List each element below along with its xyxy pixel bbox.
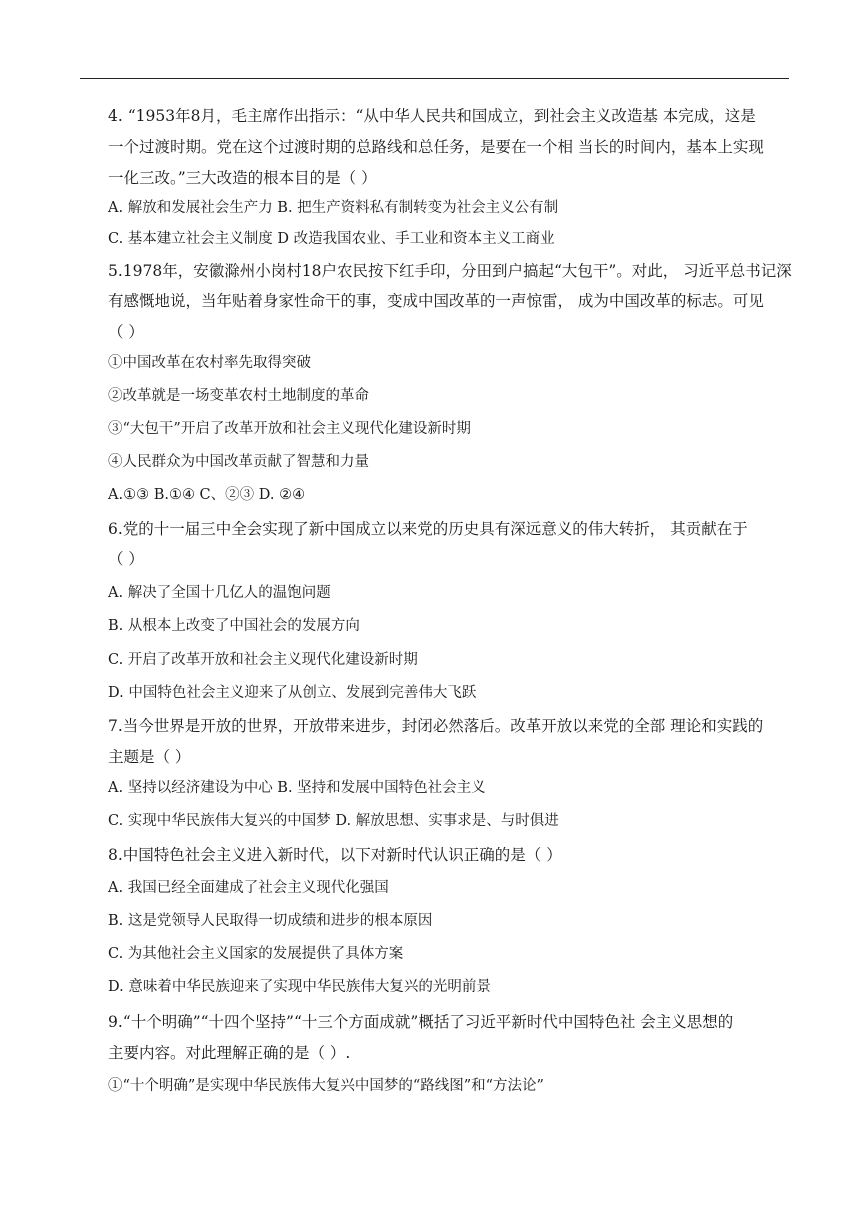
q5-options: A.①③ B.①④ C、②③ D. ②④ (108, 487, 306, 503)
q6-option-b: B. 从根本上改变了中国社会的发展方向 (108, 618, 360, 634)
q7-stem-line-1: 7.当今世界是开放的世界，开放带来进步，封闭必然落后。改革开放以来党的全部 理论和实践的 (108, 717, 764, 735)
q6-stem-line-1: 6.党的十一届三中全会实现了新中国成立以来党的历史具有深远意义的伟大转折， 其贡献在于 (108, 520, 748, 538)
q5-stem-line-3: （ ） (108, 323, 144, 341)
q5-statement-4: ④人民群众为中国改革贡献了智慧和力量 (108, 454, 369, 470)
q8-option-a: A. 我国已经全面建成了社会主义现代化强国 (108, 880, 389, 896)
q5-statement-2: ②改革就是一场变革农村土地制度的革命 (108, 388, 369, 404)
q5-stem-line-2: 有感慨地说，当年贴着身家性命干的事，变成中国改革的一声惊雷， 成为中国改革的标志。可见 (108, 292, 764, 310)
q6-option-c: C. 开启了改革开放和社会主义现代化建设新时期 (108, 652, 418, 668)
q9-statement-1: ①“十个明确”是实现中华民族伟大复兴中国梦的“路线图”和“方法论” (108, 1078, 544, 1094)
q7-stem-line-2: 主题是（ ） (108, 748, 191, 766)
q8-stem: 8.中国特色社会主义进入新时代，以下对新时代认识正确的是（ ） (108, 846, 562, 864)
q4-stem-line-2: 一个过渡时期。党在这个过渡时期的总路线和总任务，是要在一个相 当长的时间内，基本上实现 (108, 138, 764, 156)
q6-stem-line-2: （ ） (108, 550, 144, 568)
q9-stem-line-1: 9.“十个明确”“十四个坚持”“十三个方面成就”概括了习近平新时代中国特色社 会主义思想的 (108, 1013, 734, 1031)
q4-stem-line-3: 一化三改。”三大改造的根本目的是（ ） (108, 169, 377, 187)
q5-statement-1: ①中国改革在农村率先取得突破 (108, 355, 311, 371)
q8-option-d: D. 意味着中华民族迎来了实现中华民族伟大复兴的光明前景 (108, 979, 491, 995)
q4-options-ab: A. 解放和发展社会生产力 B. 把生产资料私有制转变为社会主义公有制 (108, 200, 559, 216)
header-rule (80, 78, 789, 79)
q8-option-c: C. 为其他社会主义国家的发展提供了具体方案 (108, 946, 404, 962)
q6-option-a: A. 解决了全国十几亿人的温饱问题 (108, 585, 331, 601)
q9-stem-line-2: 主要内容。对此理解正确的是（ ）. (108, 1044, 351, 1062)
q5-stem-line-1: 5.1978年，安徽滁州小岗村18户农民按下红手印，分田到户搞起“大包干”。对此， 习近平总书记深 (108, 262, 792, 280)
q7-options-cd: C. 实现中华民族伟大复兴的中国梦 D. 解放思想、实事求是、与时俱进 (108, 813, 559, 829)
q4-stem-line-1: 4. “1953年8月，毛主席作出指示：“从中华人民共和国成立，到社会主义改造基 本完成，这是 (108, 107, 756, 125)
q4-options-cd: C. 基本建立社会主义制度 D 改造我国农业、手工业和资本主义工商业 (108, 231, 555, 247)
q5-statement-3: ③“大包干”开启了改革开放和社会主义现代化建设新时期 (108, 421, 471, 437)
q8-option-b: B. 这是党领导人民取得一切成绩和进步的根本原因 (108, 913, 433, 929)
q7-options-ab: A. 坚持以经济建设为中心 B. 坚持和发展中国特色社会主义 (108, 780, 486, 796)
q6-option-d: D. 中国特色社会主义迎来了从创立、发展到完善伟大飞跃 (108, 685, 477, 701)
